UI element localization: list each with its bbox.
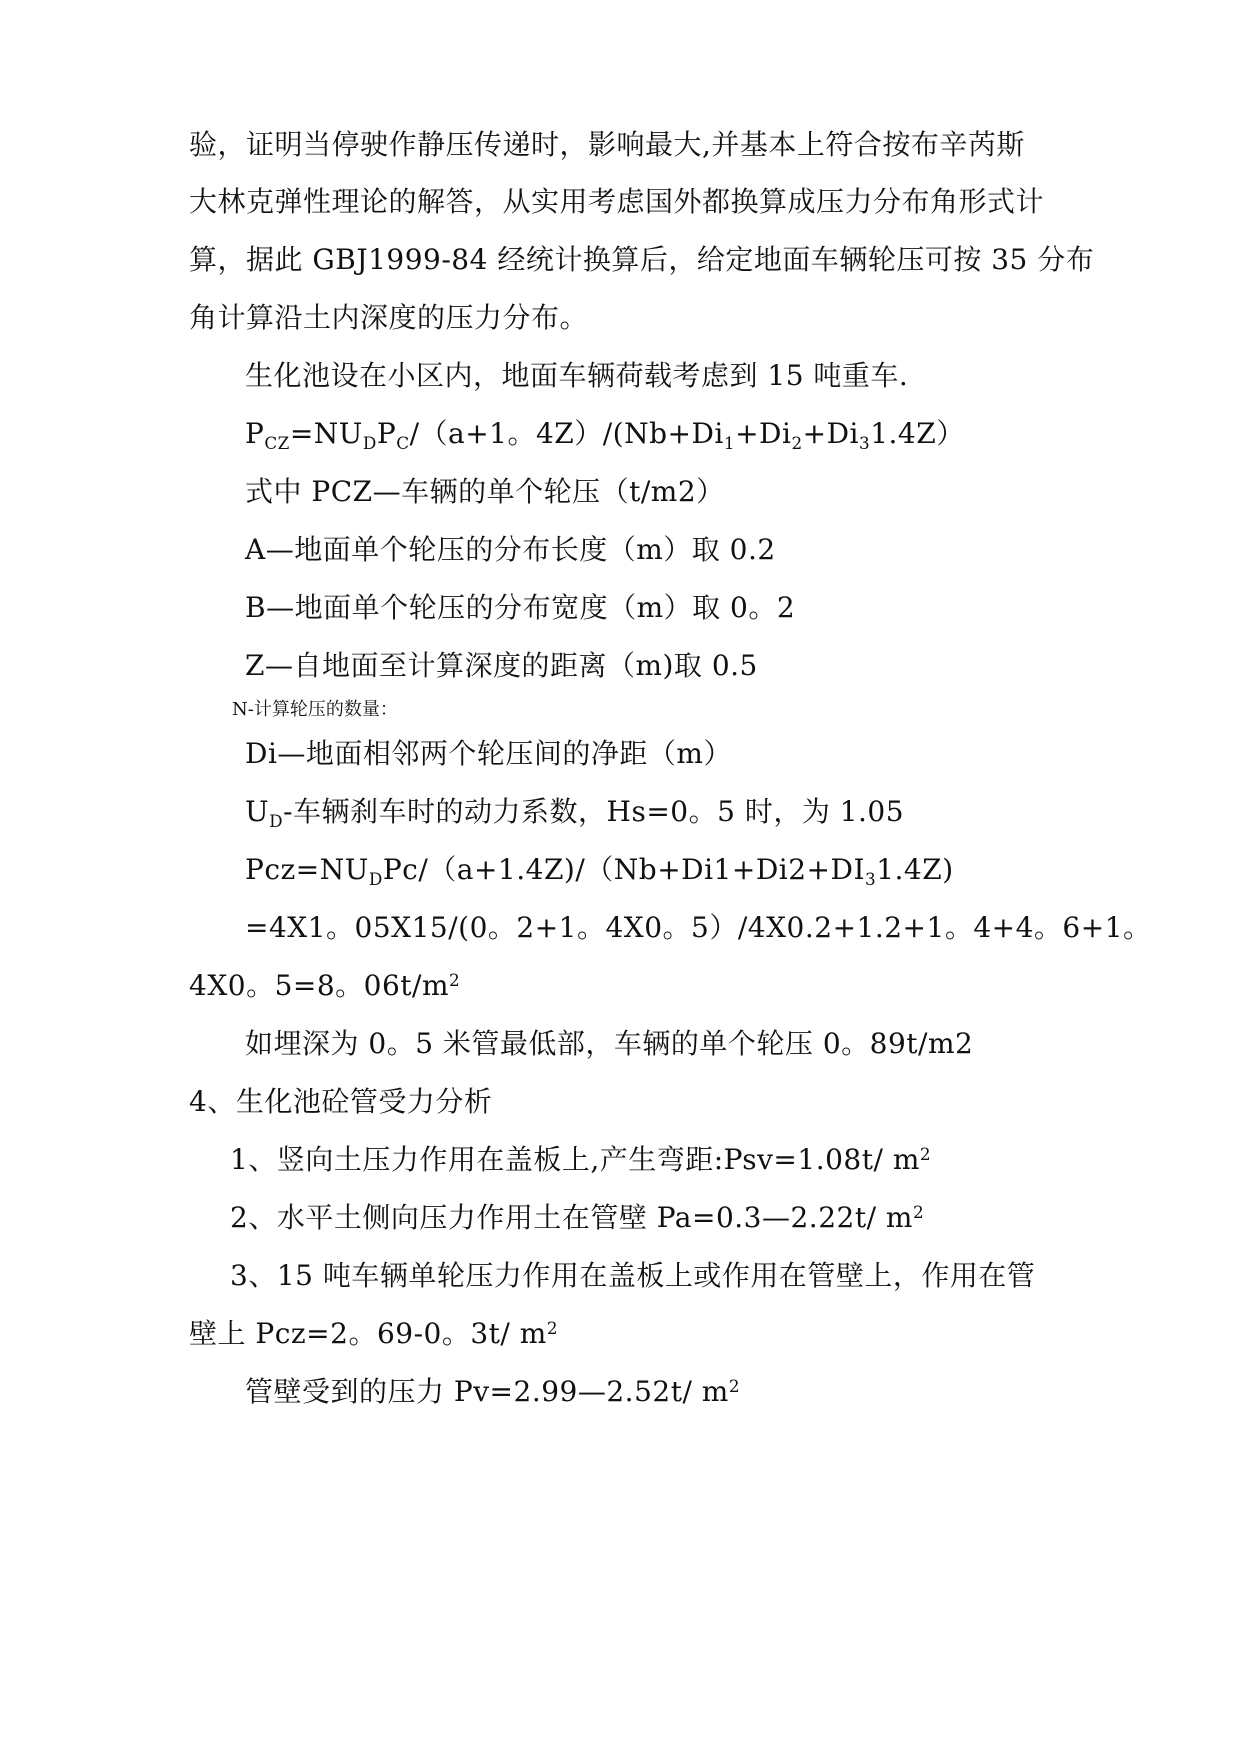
definition-line: 式中 PCZ—车辆的单个轮压（t/m2）: [245, 475, 725, 508]
formula-text: Pcz=NU: [245, 853, 369, 886]
formula-subscript: D: [368, 868, 383, 889]
definition-line: A—地面单个轮压的分布长度（m）取 0.2: [245, 533, 776, 566]
formula-text: U: [245, 795, 270, 828]
definition-line: B—地面单个轮压的分布宽度（m）取 0。2: [245, 591, 796, 624]
list-item: [230, 1140, 931, 1180]
formula-text: 1、竖向土压力作用在盖板上,产生弯距:Psv=1.08t/ m: [230, 1143, 920, 1176]
paragraph-line: 验，证明当停驶作静压传递时，影响最大,并基本上符合按布辛芮斯: [189, 128, 1025, 161]
definition-line: Di—地面相邻两个轮压间的净距（m）: [245, 737, 732, 770]
list-item: 3、15 吨车辆单轮压力作用在盖板上或作用在管壁上，作用在管: [230, 1259, 1036, 1292]
formula-text: /（a+1。4Z）/(Nb+Di: [409, 417, 724, 450]
formula-text: 1.4Z）: [870, 417, 965, 450]
definition-line-small: N-计算轮压的数量：: [232, 699, 398, 720]
formula-text: 4X0。5=8。06t/m: [189, 969, 450, 1002]
paragraph-line: 大林克弹性理论的解答，从实用考虑国外都换算成压力分布角形式计: [189, 185, 1045, 218]
formula-text: Pc/（a+1.4Z)/（Nb+Di1+Di2+DI: [382, 853, 866, 886]
formula-text: P: [245, 417, 265, 450]
formula-text: +Di: [735, 417, 792, 450]
formula-line: [245, 850, 954, 890]
formula-subscript: C: [396, 432, 410, 453]
paragraph-line: 如埋深为 0。5 米管最低部，车辆的单个轮压 0。89t/m2: [245, 1027, 974, 1060]
formula-superscript: 2: [728, 1375, 741, 1396]
list-item-continuation: [189, 1314, 558, 1354]
paragraph-line: [245, 1372, 740, 1412]
paragraph-line: 角计算沿土内深度的压力分布。: [189, 301, 589, 334]
definition-line: Z—自地面至计算深度的距离（m)取 0.5: [245, 649, 758, 682]
paragraph-line: 生化池设在小区内，地面车辆荷载考虑到 15 吨重车.: [245, 359, 909, 392]
formula-superscript: 2: [919, 1143, 932, 1164]
formula-subscript: CZ: [264, 432, 290, 453]
formula-subscript: 3: [865, 868, 877, 889]
formula-superscript: 2: [912, 1201, 925, 1222]
formula-subscript: 1: [723, 432, 736, 453]
definition-line: [245, 792, 904, 832]
formula-text: P: [376, 417, 397, 450]
formula-text: 壁上 Pcz=2。69-0。3t/ m: [189, 1317, 547, 1350]
formula-line: [245, 414, 965, 454]
formula-text: =NU: [289, 417, 363, 450]
formula-subscript: 2: [791, 432, 803, 453]
formula-text: -车辆刹车时的动力系数，Hs=0。5 时，为 1.05: [283, 795, 905, 828]
section-heading: 4、生化池砼管受力分析: [189, 1085, 493, 1118]
formula-subscript: 3: [859, 432, 871, 453]
formula-superscript: 2: [449, 969, 461, 990]
calculation-line: =4X1。05X15/(0。2+1。4X0。5）/4X0.2+1.2+1。4+4。6+1。: [245, 911, 1152, 944]
formula-subscript: D: [362, 432, 377, 453]
calculation-line: [189, 966, 460, 1006]
formula-text: 2、水平土侧向压力作用土在管壁 Pa=0.3—2.22t/ m: [230, 1201, 913, 1234]
formula-text: 1.4Z): [876, 853, 954, 886]
formula-subscript: D: [269, 810, 284, 831]
formula-text: +Di: [802, 417, 860, 450]
formula-superscript: 2: [546, 1317, 558, 1338]
formula-text: 管壁受到的压力 Pv=2.99—2.52t/ m: [245, 1375, 729, 1408]
paragraph-line: 算，据此 GBJ1999-84 经统计换算后，给定地面车辆轮压可按 35 分布: [189, 243, 1095, 276]
list-item: [230, 1198, 924, 1238]
